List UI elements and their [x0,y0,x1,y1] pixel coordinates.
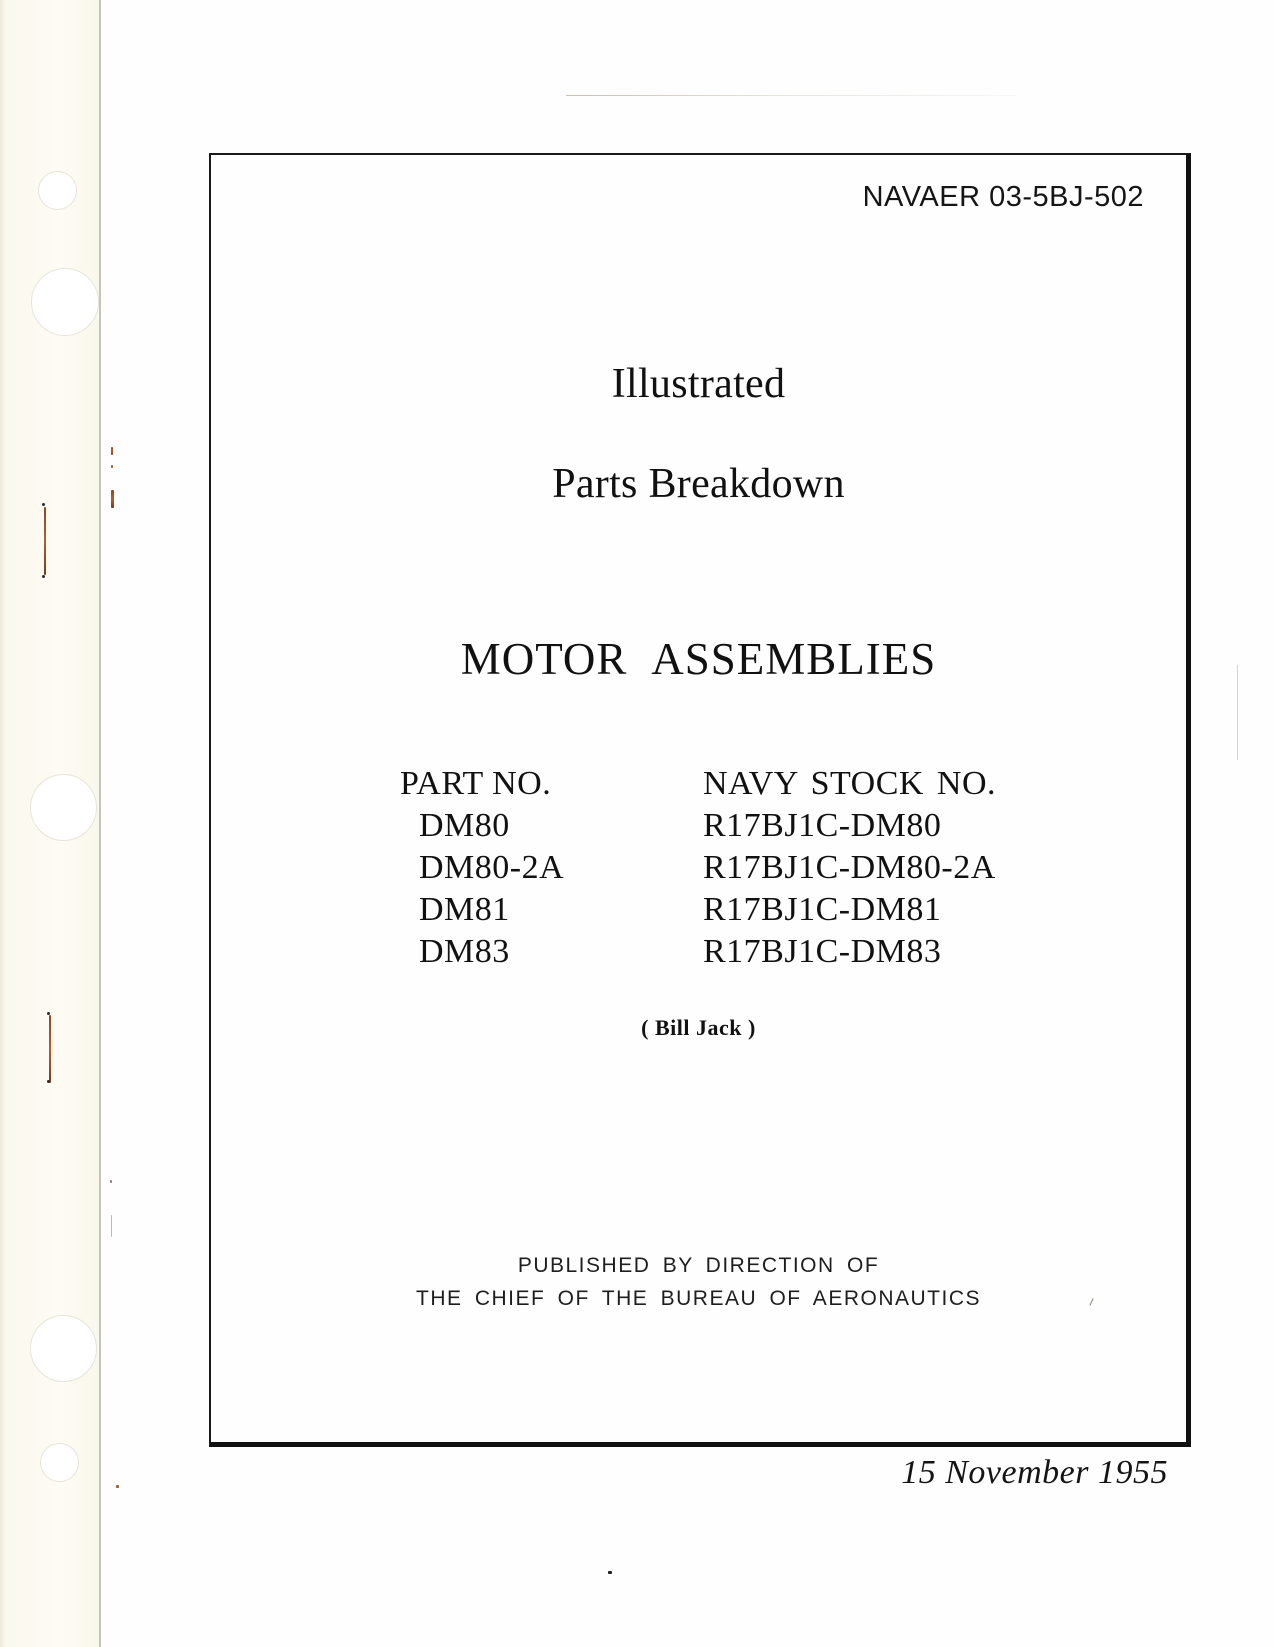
part-number-cell: DM83 [419,933,510,970]
manufacturer-label: ( Bill Jack ) [641,1015,756,1040]
title-page-frame [209,153,1191,1447]
stock-number-cell: R17BJ1C-DM83 [703,933,942,970]
stock-number-cell: R17BJ1C-DM81 [703,891,942,928]
title-line-parts-breakdown: Parts Breakdown [552,461,845,507]
speck [110,1180,112,1183]
title-line-illustrated: Illustrated [611,361,786,407]
publisher-line-2: THE CHIEF OF THE BUREAU OF AERONAUTICS [416,1287,981,1310]
publication-date: 15 November 1955 [901,1454,1168,1491]
staple-mark [49,1015,51,1083]
staple-mark [111,490,114,508]
part-number-cell: DM81 [419,891,510,928]
column-header-part-no: PART NO. [400,765,552,802]
punch-hole [31,268,99,336]
staple-mark [42,575,45,578]
stock-number-cell: R17BJ1C-DM80 [703,807,942,844]
publisher-line-1: PUBLISHED BY DIRECTION OF [517,1254,880,1277]
punch-hole [40,1443,79,1482]
speck [111,1215,112,1237]
column-header-navy-stock-no: NAVY STOCK NO. [703,765,997,802]
part-number-cell: DM80 [419,807,510,844]
speck [116,1485,119,1488]
stock-number-cell: R17BJ1C-DM80-2A [703,849,996,886]
document-number: NAVAER 03-5BJ-502 [862,181,1144,213]
top-rule [566,95,1016,96]
margin-line [1237,665,1238,760]
staple-mark [44,507,46,575]
punch-hole [30,774,97,841]
speck [608,1571,612,1574]
subject-title: MOTOR ASSEMBLIES [460,634,937,684]
staple-mark [42,503,45,506]
part-number-cell: DM80-2A [419,849,565,886]
punch-hole [30,1315,97,1382]
staple-mark [111,465,113,468]
punch-hole [38,171,77,210]
staple-mark [111,447,113,455]
staple-mark [47,1080,50,1083]
binding-fold-line [99,0,101,1647]
